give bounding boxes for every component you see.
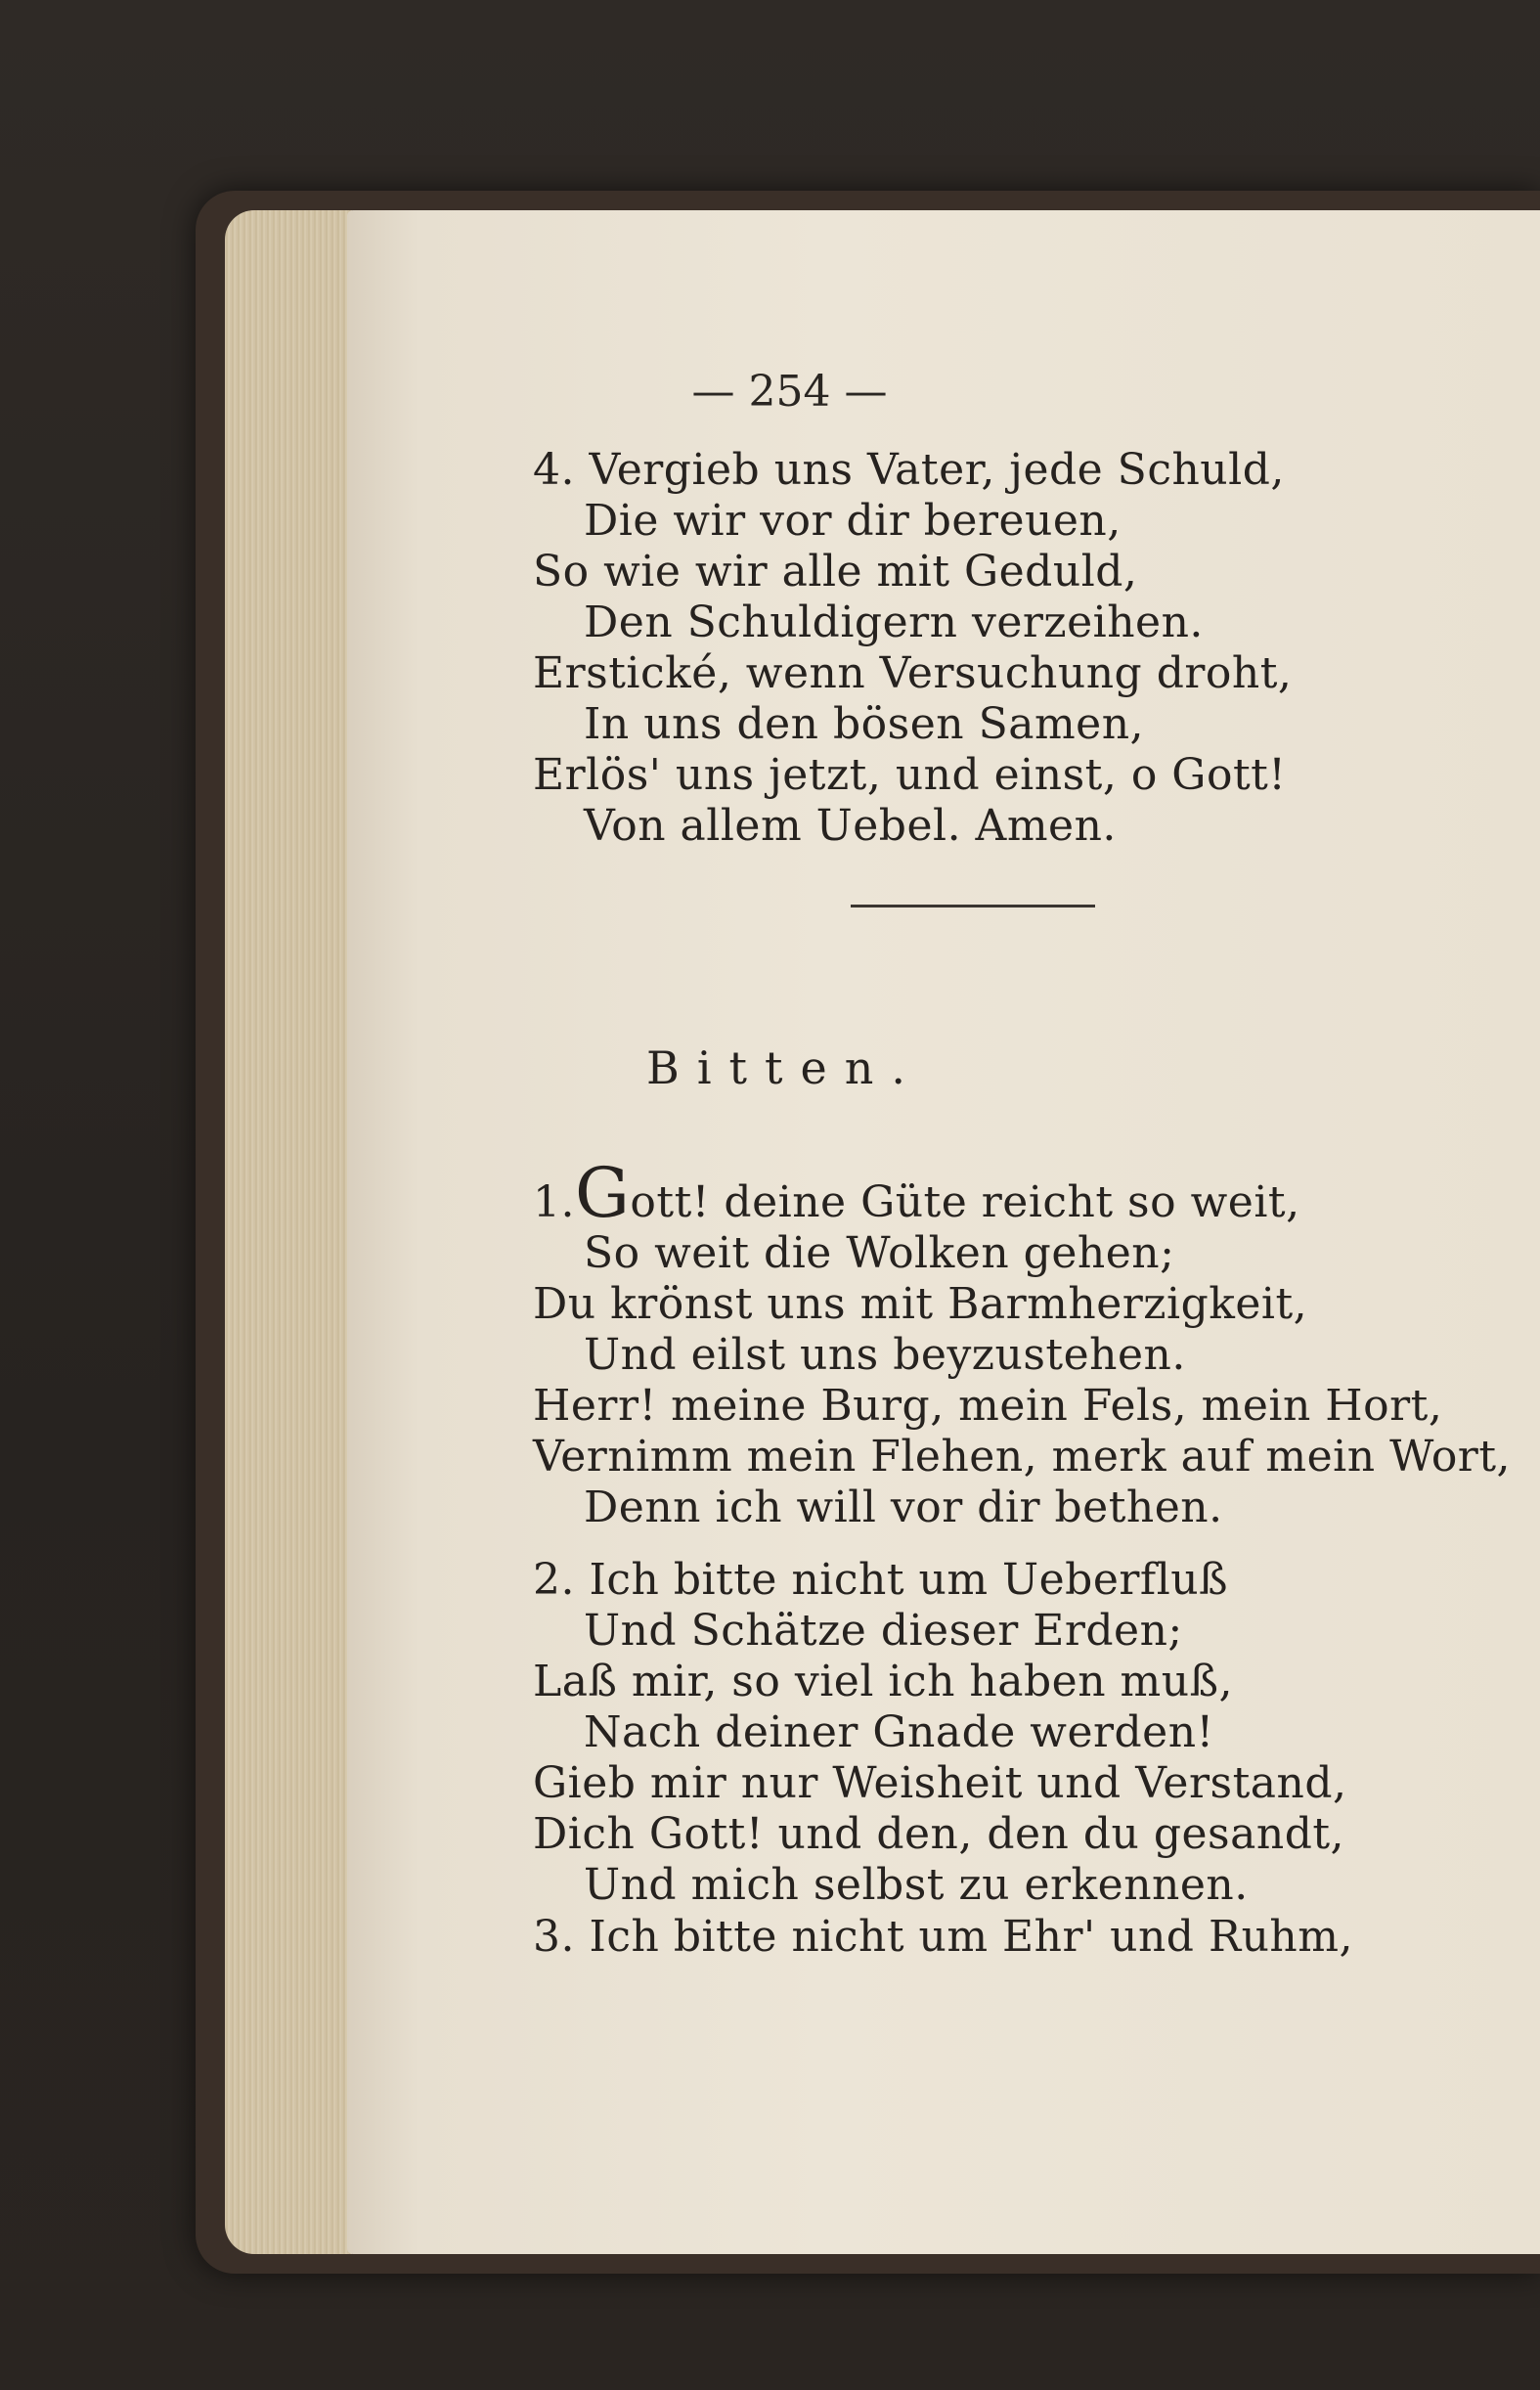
section-divider (851, 905, 1095, 907)
verse-2 (533, 1555, 1347, 1911)
section-heading: Bitten. (646, 1041, 923, 1094)
verse-line: Nach deiner Gnade werden! (584, 1707, 1214, 1757)
verse-line: Dich Gott! und den, den du gesandt, (533, 1809, 1345, 1859)
verse-first-line (533, 1153, 1511, 1233)
verse-line: Herr! meine Burg, mein Fels, mein Hort, (533, 1381, 1443, 1431)
stanza-4 (533, 445, 1292, 852)
verse-line: Und mich selbst zu erkennen. (584, 1860, 1249, 1910)
stanza-line: So wie wir alle mit Geduld, (533, 547, 1138, 597)
stanza-line: Erstické, wenn Versuchung droht, (533, 648, 1293, 698)
verse-line: 2. Ich bitte nicht um Ueberfluß (533, 1555, 1228, 1605)
verse-line: Vernimm mein Flehen, merk auf mein Wort, (533, 1432, 1512, 1482)
verse-line: So weit die Wolken gehen; (584, 1228, 1175, 1278)
verse-number: 1. (533, 1177, 575, 1227)
verse-3 (533, 1912, 1353, 1963)
verse-line: Gieb mir nur Weisheit und Verstand, (533, 1758, 1347, 1808)
stanza-line: 4. Vergieb uns Vater, jede Schuld, (533, 445, 1285, 495)
drop-cap: G (574, 1153, 631, 1233)
stanza-line: Den Schuldigern verzeihen. (584, 598, 1204, 647)
verse-line: 3. Ich bitte nicht um Ehr' und Ruhm, (533, 1912, 1353, 1962)
verse-line: Denn ich will vor dir bethen. (584, 1483, 1223, 1532)
stanza-line: In uns den bösen Samen, (584, 699, 1145, 749)
verse-line: Und eilst uns beyzustehen. (584, 1330, 1186, 1380)
page-number: — 254 — (691, 367, 888, 417)
verse-1 (533, 1153, 1512, 1533)
verse-line-rest: ott! deine Güte reicht so weit, (630, 1177, 1300, 1227)
verse-line: Du krönst uns mit Barmherzigkeit, (533, 1279, 1308, 1329)
verse-line: Und Schätze dieser Erden; (584, 1606, 1183, 1656)
stanza-line: Von allem Uebel. Amen. (584, 801, 1117, 851)
verse-line: Laß mir, so viel ich haben muß, (533, 1657, 1233, 1706)
stanza-line: Die wir vor dir bereuen, (584, 496, 1122, 546)
page-edges (225, 210, 352, 2254)
stanza-line: Erlös' uns jetzt, und einst, o Gott! (533, 750, 1287, 800)
